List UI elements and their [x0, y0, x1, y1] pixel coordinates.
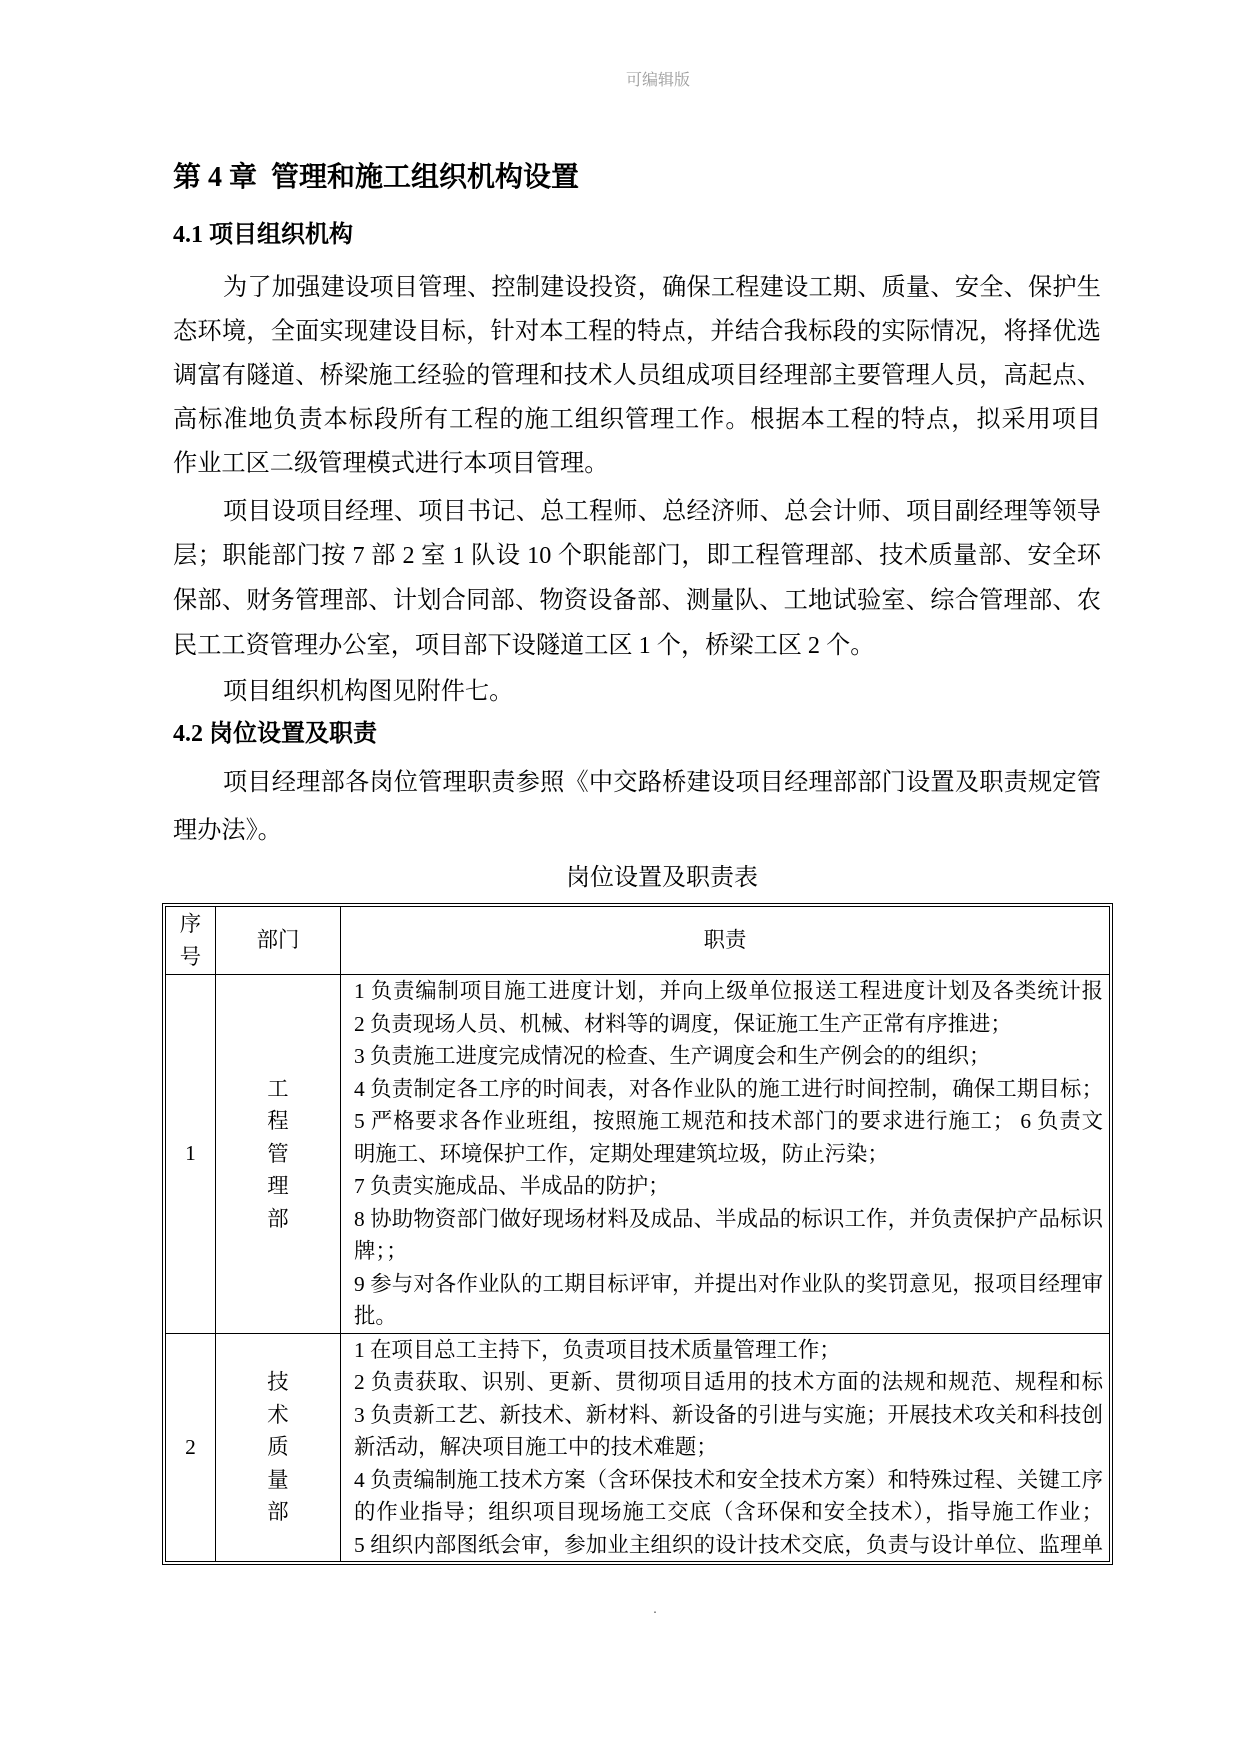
- table-caption: 岗位设置及职责表: [566, 865, 758, 891]
- header-index-label: 序号: [179, 911, 202, 969]
- paragraph-line: 态环境，全面实现建设目标，针对本工程的特点，并结合我标段的实际情况，将择优选: [173, 318, 1101, 345]
- page-footer: .: [653, 1602, 657, 1617]
- row-duties: [341, 975, 1110, 1334]
- chapter-title: 第 4 章 管理和施工组织机构设置: [173, 162, 580, 193]
- paragraph-line: 高标准地负责本标段所有工程的施工组织管理工作。根据本工程的特点，拟采用项目: [173, 406, 1101, 433]
- duty-line: 9 参与对各作业队的工期目标评审，并提出对作业队的奖罚意见，报项目经理审: [354, 1271, 1103, 1296]
- duty-line: 8 协助物资部门做好现场材料及成品、半成品的标识工作，并负责保护产品标识: [354, 1206, 1103, 1231]
- row-department: [216, 1333, 341, 1562]
- duty-line: 4 负责编制施工技术方案（含环保技术和安全技术方案）和特殊过程、关键工序: [354, 1467, 1103, 1492]
- paragraph-line: 民工工资管理办公室，项目部下设隧道工区 1 个，桥梁工区 2 个。: [173, 632, 875, 659]
- duty-table-frame: [162, 903, 1113, 1565]
- row-index: 2: [166, 1333, 216, 1562]
- duty-line: 5 组织内部图纸会审，参加业主组织的设计技术交底，负责与设计单位、监理单: [354, 1532, 1103, 1557]
- duty-line: 3 负责新工艺、新技术、新材料、新设备的引进与实施；开展技术攻关和科技创: [354, 1402, 1103, 1427]
- duty-line: 明施工、环境保护工作，定期处理建筑垃圾，防止污染；: [354, 1141, 889, 1166]
- duty-table: [165, 906, 1110, 1562]
- department-label: 技术质量部: [267, 1370, 289, 1524]
- table-row: [166, 1333, 1110, 1562]
- row-department: [216, 975, 341, 1334]
- duty-line: 牌；；: [354, 1239, 408, 1263]
- duty-line: 2 负责获取、识别、更新、贯彻项目适用的技术方面的法规和规范、规程和标: [354, 1370, 1103, 1394]
- duty-line: 1 负责编制项目施工进度计划，并向上级单位报送工程进度计划及各类统计报: [354, 979, 1103, 1003]
- duty-line: 4 负责制定各工序的时间表，对各作业队的施工进行时间控制，确保工期目标；: [354, 1076, 1103, 1101]
- header-cell-department: 部门: [216, 907, 341, 975]
- paragraph-line: 项目经理部各岗位管理职责参照《中交路桥建设项目经理部部门设置及职责规定管: [223, 769, 1101, 796]
- duty-line: 1 在项目总工主持下，负责项目技术质量管理工作；: [354, 1337, 841, 1362]
- duty-line: 5 严格要求各作业班组，按照施工规范和技术部门的要求进行施工； 6 负责文: [354, 1109, 1103, 1133]
- header-cell-index: [166, 907, 216, 975]
- row-index: 1: [166, 975, 216, 1334]
- row-duties: [341, 1333, 1110, 1562]
- section-heading: 4.2 岗位设置及职责: [173, 721, 377, 747]
- paragraph-line: 为了加强建设项目管理、控制建设投资，确保工程建设工期、质量、安全、保护生: [223, 274, 1101, 301]
- table-header-row: [166, 907, 1110, 975]
- duty-line: 2 负责现场人员、机械、材料等的调度，保证施工生产正常有序推进；: [354, 1011, 1012, 1036]
- duty-line: 3 负责施工进度完成情况的检查、生产调度会和生产例会的的组织；: [354, 1044, 991, 1068]
- paragraph-line: 作业工区二级管理模式进行本项目管理。: [173, 450, 609, 477]
- paragraph-line: 层；职能部门按 7 部 2 室 1 队设 10 个职能部门，即工程管理部、技术质量部、安全环: [173, 542, 1101, 569]
- table-row: [166, 975, 1110, 1334]
- paragraph-line: 调富有隧道、桥梁施工经验的管理和技术人员组成项目经理部主要管理人员，高起点、: [173, 362, 1101, 389]
- paragraph-line: 理办法》。: [173, 817, 282, 844]
- duty-line: 7 负责实施成品、半成品的防护；: [354, 1174, 670, 1198]
- paragraph-line: 项目组织机构图见附件七。: [223, 678, 514, 705]
- duty-line: 的作业指导；组织项目现场施工交底（含环保和安全技术），指导施工作业；: [354, 1500, 1103, 1524]
- paragraph-line: 项目设项目经理、项目书记、总工程师、总经济师、总会计师、项目副经理等领导: [223, 498, 1101, 525]
- header-cell-duties: 职责: [341, 907, 1110, 975]
- duty-line: 新活动，解决项目施工中的技术难题；: [354, 1435, 718, 1459]
- duty-line: 批。: [354, 1304, 397, 1328]
- paragraph-line: 保部、财务管理部、计划合同部、物资设备部、测量队、工地试验室、综合管理部、农: [173, 587, 1101, 614]
- department-label: 工程管理部: [267, 1076, 289, 1231]
- section-heading: 4.1 项目组织机构: [173, 222, 353, 248]
- page-header: 可编辑版: [625, 72, 690, 89]
